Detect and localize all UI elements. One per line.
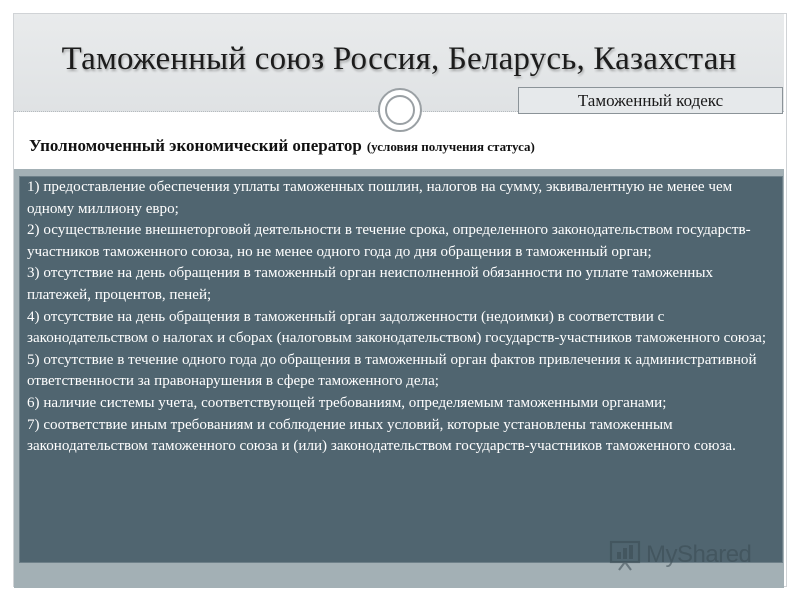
condition-item-7: 7) соответствие иным требованиям и соблюдение иных условий, которые установлены таможенным законодательством таможенного союза и (или) законодательством государств-участников таможенного союза. (27, 416, 736, 455)
watermark (608, 537, 751, 573)
condition-item-3: 3) отсутствие на день обращения в таможенный орган неисполненной обязанности по уплате таможенных платежей, процентов, пеней; (27, 265, 714, 303)
section-heading (29, 136, 535, 156)
section-heading-main: Уполномоченный экономический оператор (29, 136, 362, 155)
condition-item-5: 5) отсутствие в течение одного года до обращения в таможенный орган фактов привлечения к административной ответственности за правонарушения в сфере таможенного дела; (27, 351, 757, 390)
slide-title: Таможенный союз Россия, Беларусь, Казахстан (61, 41, 737, 77)
condition-item-4: 4) отсутствие на день обращения в таможенный орган задолженности (недоимки) в соответствии с законодательством о налогах и сборах (налоговым законодательством) государств-участников таможенного союза; (27, 308, 767, 347)
circle-ornament-icon (378, 88, 422, 132)
chart-board-icon (608, 538, 642, 572)
condition-item-6: 6) наличие системы учета, соответствующей требованиям, определяемым таможенными органами; (27, 394, 667, 411)
subtitle-badge: Таможенный кодекс (518, 87, 783, 114)
section-heading-note: (условия получения статуса) (366, 139, 535, 154)
condition-item-1: 1) предоставление обеспечения уплаты таможенных пошлин, налогов на сумму, эквивалентную не менее чем одному миллиону евро; (27, 179, 733, 217)
circle-ornament-inner (385, 95, 415, 125)
conditions-list (27, 177, 777, 458)
watermark-text: MyShared (646, 541, 752, 568)
condition-item-2: 2) осуществление внешнеторговой деятельности в течение срока, определенного законодательством государств-участников таможенного союза, но не менее одного года до дня обращения в таможенный орган; (27, 222, 751, 260)
